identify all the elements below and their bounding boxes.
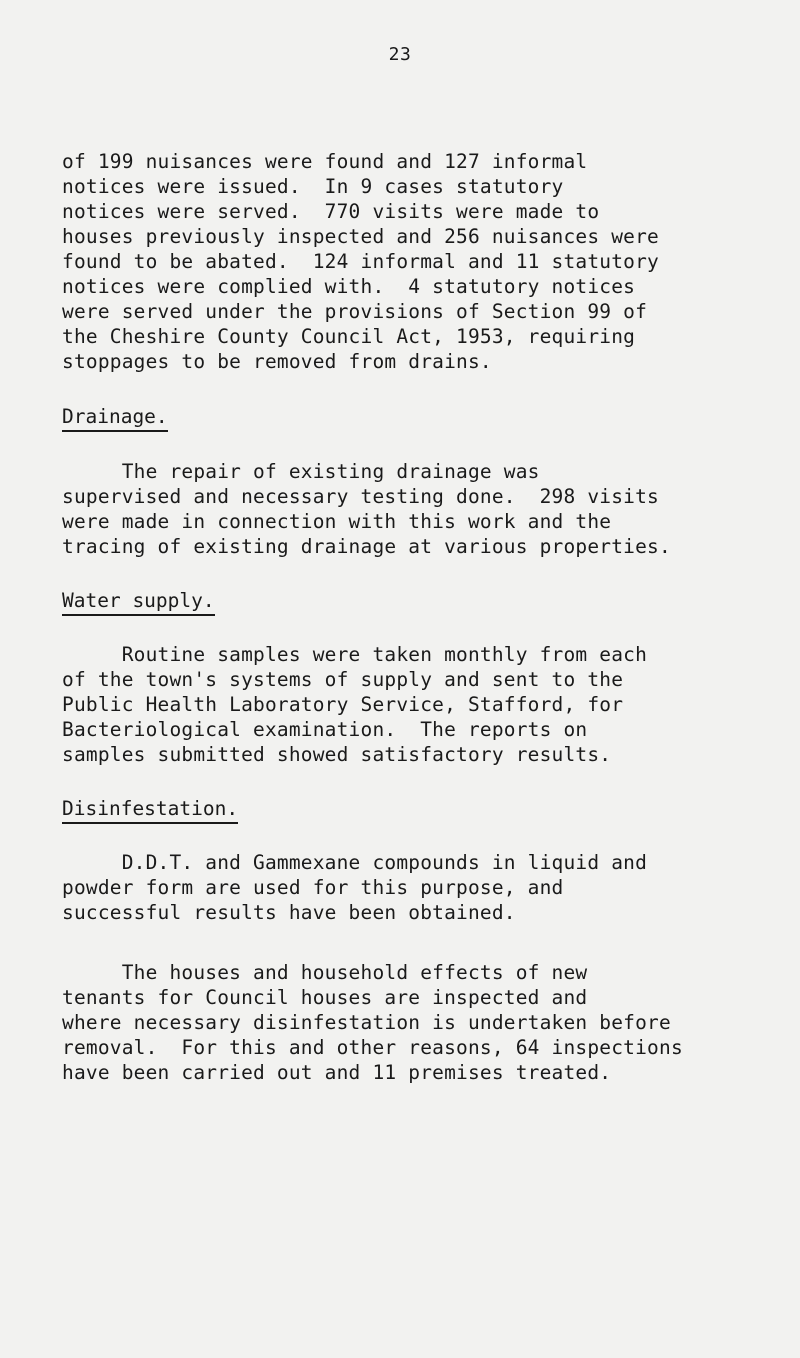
text-line: The repair of existing drainage was	[62, 460, 540, 483]
text-line: samples submitted showed satisfactory results.	[62, 743, 612, 766]
text-line: D.D.T. and Gammexane compounds in liquid and	[62, 851, 648, 874]
text-line: powder form are used for this purpose, and	[62, 876, 564, 899]
text-line: have been carried out and 11 premises treated.	[62, 1061, 612, 1084]
text-line: Public Health Laboratory Service, Stafford, for	[62, 693, 624, 716]
text-line: Routine samples were taken monthly from each	[62, 643, 648, 666]
text-line: of the town's systems of supply and sent to the	[62, 668, 624, 691]
text-line: houses previously inspected and 256 nuisances were	[62, 225, 659, 248]
section-heading-drainage: Drainage.	[62, 405, 168, 432]
text-line: where necessary disinfestation is undertaken before	[62, 1011, 671, 1034]
section-heading-water-supply: Water supply.	[62, 589, 215, 616]
text-line: notices were issued. In 9 cases statutory	[62, 175, 564, 198]
text-line: removal. For this and other reasons, 64 inspections	[62, 1036, 683, 1059]
text-line: were made in connection with this work and the	[62, 510, 612, 533]
text-line: of 199 nuisances were found and 127 informal	[62, 150, 588, 173]
text-line: stoppages to be removed from drains.	[62, 350, 492, 373]
text-line: successful results have been obtained.	[62, 901, 516, 924]
text-line: tenants for Council houses are inspected and	[62, 986, 588, 1009]
text-line: the Cheshire County Council Act, 1953, requiring	[62, 325, 636, 348]
text-line: found to be abated. 124 informal and 11 statutory	[62, 250, 659, 273]
text-line: notices were complied with. 4 statutory notices	[62, 275, 636, 298]
section-heading-disinfestation: Disinfestation.	[62, 797, 238, 824]
text-line: supervised and necessary testing done. 298 visits	[62, 485, 659, 508]
text-line: The houses and household effects of new	[62, 961, 588, 984]
text-line: tracing of existing drainage at various properties.	[62, 535, 671, 558]
text-line: Bacteriological examination. The reports on	[62, 718, 588, 741]
text-line: were served under the provisions of Section 99 of	[62, 300, 648, 323]
page-number: 23	[388, 44, 412, 65]
text-line: notices were served. 770 visits were made to	[62, 200, 600, 223]
